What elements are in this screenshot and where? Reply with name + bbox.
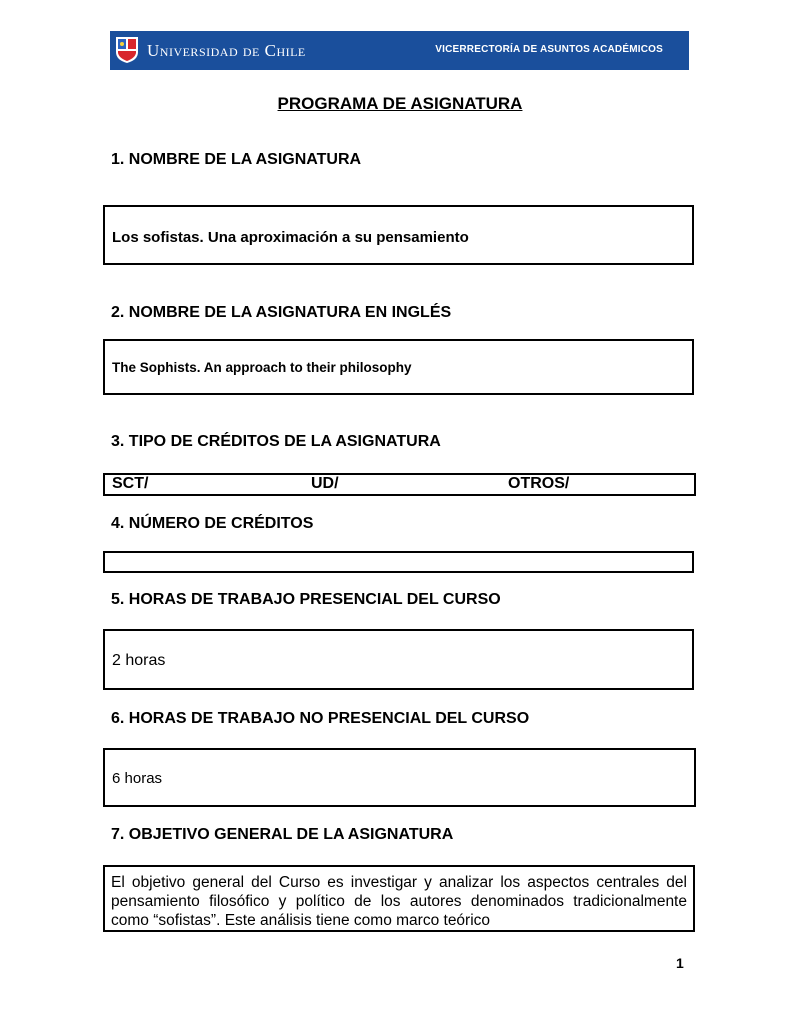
course-name-english-value: The Sophists. An approach to their philosophy [112,360,412,375]
credit-type-box [103,473,696,496]
section-heading-presential-hours: 5. HORAS DE TRABAJO PRESENCIAL DEL CURSO [111,591,501,608]
university-shield-icon [115,36,139,64]
section-heading-course-name-english: 2. NOMBRE DE LA ASIGNATURA EN INGLÉS [111,304,452,321]
university-banner [110,31,689,70]
university-name: Universidad de Chile [147,41,306,60]
page-number: 1 [676,955,684,971]
non-presential-hours-value: 6 horas [112,770,163,787]
section-heading-credit-number: 4. NÚMERO DE CRÉDITOS [111,515,314,532]
non-presential-hours-box [103,748,696,807]
course-name-value: Los sofistas. Una aproximación a su pensamiento [112,229,469,246]
general-objective-text: El objetivo general del Curso es investigar y analizar los aspectos centrales del pensamiento filosófico y político de los autores denominados tradicionalmente como “sofistas”. Este análisis tiene como marco teórico [111,874,687,929]
general-objective-box [103,865,695,932]
credit-number-box [103,551,694,573]
section-heading-credit-type: 3. TIPO DE CRÉDITOS DE LA ASIGNATURA [111,433,441,450]
section-heading-general-objective: 7. OBJETIVO GENERAL DE LA ASIGNATURA [111,826,454,843]
credit-type-otros: OTROS/ [508,475,570,492]
office-name: VICERRECTORÍA DE ASUNTOS ACADÉMICOS [435,44,663,55]
section-heading-course-name: 1. NOMBRE DE LA ASIGNATURA [111,151,362,168]
course-name-box [103,205,694,265]
presential-hours-value: 2 horas [112,652,166,669]
credit-type-sct: SCT/ [112,475,149,492]
section-heading-non-presential-hours: 6. HORAS DE TRABAJO NO PRESENCIAL DEL CURSO [111,710,530,727]
presential-hours-box [103,629,694,690]
document-title: PROGRAMA DE ASIGNATURA [277,94,523,113]
course-name-english-box [103,339,694,395]
credit-type-ud: UD/ [311,475,339,492]
